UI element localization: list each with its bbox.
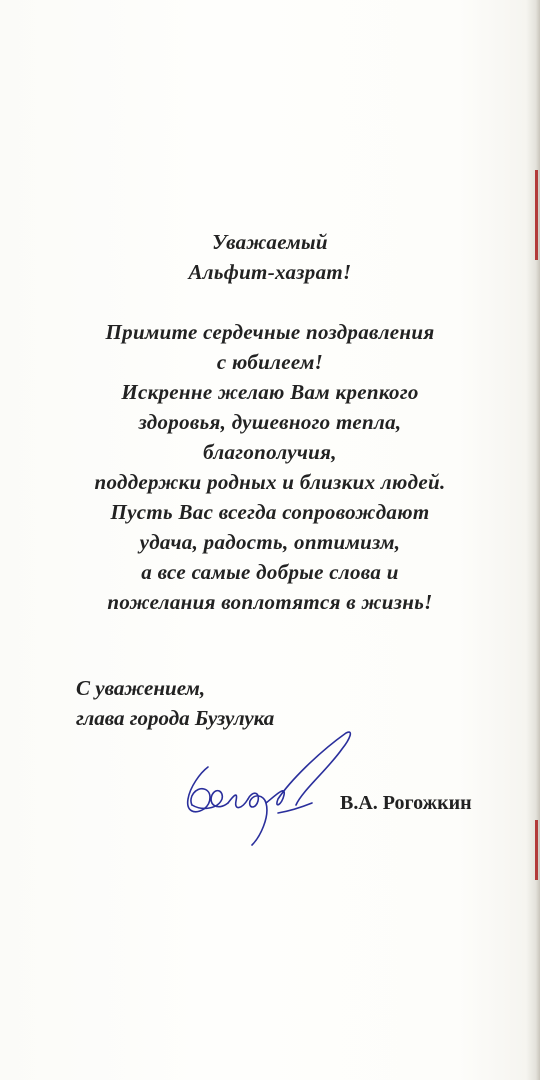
body-line: с юбилеем!: [216, 350, 324, 374]
closing-title: глава города Бузулука: [76, 706, 275, 730]
salutation: [0, 227, 540, 287]
signer-name: В.А. Рогожкин: [340, 792, 472, 814]
closing-block: [76, 673, 274, 733]
body-line: благополучия,: [203, 440, 337, 464]
closing-line: С уважением,: [76, 676, 206, 700]
body-line: Примите сердечные поздравления: [105, 320, 435, 344]
body-line: Искренне желаю Вам крепкого: [121, 380, 419, 404]
body-line: удача, радость, оптимизм,: [139, 530, 401, 554]
body-line: а все самые добрые слова и: [141, 560, 399, 584]
edge-color-mark: [535, 820, 538, 880]
body-line: здоровья, душевного тепла,: [138, 410, 402, 434]
salutation-line: Альфит-хазрат!: [188, 260, 352, 284]
body-line: поддержки родных и близких людей.: [94, 470, 446, 494]
letter-body: [0, 317, 540, 617]
body-line: пожелания воплотятся в жизнь!: [107, 590, 433, 614]
body-line: Пусть Вас всегда сопровождают: [110, 500, 430, 524]
salutation-line: Уважаемый: [212, 230, 328, 254]
